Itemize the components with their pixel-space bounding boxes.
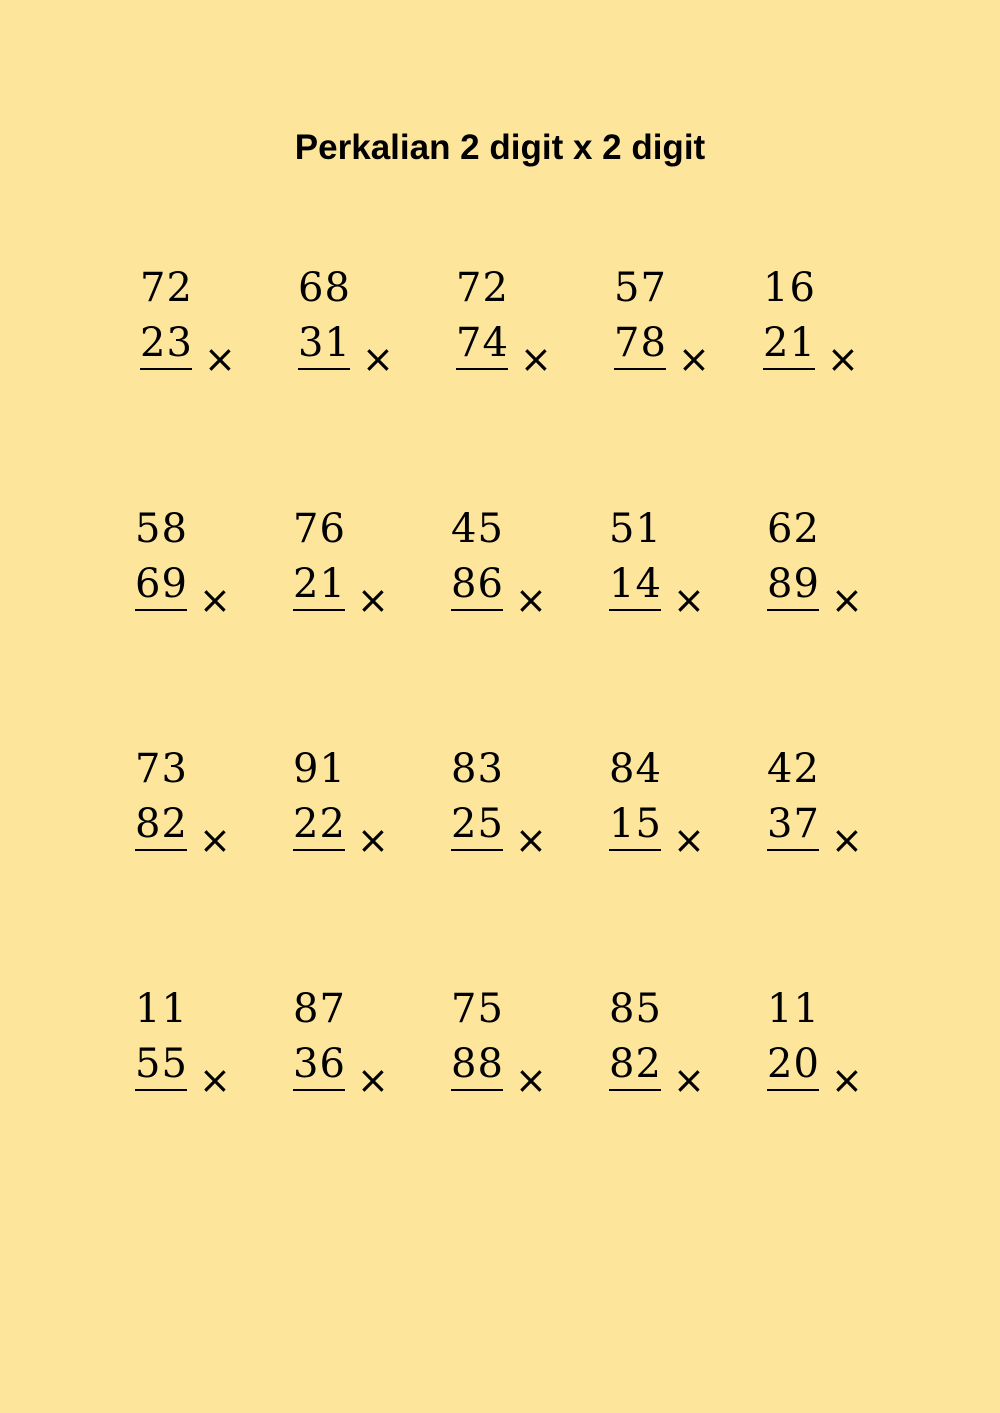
answer-line [767,1089,819,1091]
multiplier: 74 [456,320,509,366]
multiply-sign: × [520,337,552,381]
multiply-sign: × [831,818,863,862]
multiplicand: 72 [140,265,193,311]
problem-r1-c4 [614,265,744,385]
multiply-sign: × [199,818,231,862]
multiply-sign: × [673,578,705,622]
problem-r2-c4 [609,506,739,626]
problem-r2-c2 [293,506,423,626]
multiply-sign: × [678,337,710,381]
answer-line [451,1089,503,1091]
answer-line [451,609,503,611]
multiplier: 31 [298,320,351,366]
multiplier: 22 [293,801,346,847]
problem-r3-c5 [767,746,897,866]
multiplier: 25 [451,801,504,847]
multiply-sign: × [831,1058,863,1102]
multiply-sign: × [357,1058,389,1102]
multiplicand: 42 [767,746,820,792]
multiplier: 78 [614,320,667,366]
multiply-sign: × [515,578,547,622]
multiplier: 89 [767,561,820,607]
multiplier: 21 [293,561,346,607]
multiplicand: 84 [609,746,662,792]
multiply-sign: × [515,818,547,862]
multiplicand: 16 [763,265,816,311]
multiplicand: 91 [293,746,346,792]
problem-r1-c5 [763,265,893,385]
problem-r4-c3 [451,986,581,1106]
multiplicand: 68 [298,265,351,311]
answer-line [609,1089,661,1091]
answer-line [135,849,187,851]
multiplier: 14 [609,561,662,607]
multiply-sign: × [357,578,389,622]
problem-r2-c3 [451,506,581,626]
multiplicand: 87 [293,986,346,1032]
answer-line [135,609,187,611]
multiplicand: 72 [456,265,509,311]
problem-r2-c5 [767,506,897,626]
multiplicand: 11 [135,986,188,1032]
problem-r4-c2 [293,986,423,1106]
answer-line [293,609,345,611]
problem-r4-c4 [609,986,739,1106]
problem-r2-c1 [135,506,265,626]
multiplier: 23 [140,320,193,366]
multiplier: 21 [763,320,816,366]
multiplier: 86 [451,561,504,607]
multiplicand: 58 [135,506,188,552]
multiply-sign: × [199,1058,231,1102]
multiply-sign: × [199,578,231,622]
answer-line [609,609,661,611]
answer-line [763,368,815,370]
answer-line [140,368,192,370]
answer-line [456,368,508,370]
problem-r3-c4 [609,746,739,866]
multiplier: 36 [293,1041,346,1087]
problem-r3-c3 [451,746,581,866]
multiplicand: 76 [293,506,346,552]
multiply-sign: × [831,578,863,622]
problem-r3-c1 [135,746,265,866]
multiplicand: 62 [767,506,820,552]
multiplicand: 75 [451,986,504,1032]
problem-r1-c1 [140,265,270,385]
multiplicand: 11 [767,986,820,1032]
answer-line [451,849,503,851]
answer-line [298,368,350,370]
multiplier: 69 [135,561,188,607]
multiply-sign: × [673,1058,705,1102]
answer-line [767,849,819,851]
problem-r1-c3 [456,265,586,385]
problem-r4-c1 [135,986,265,1106]
multiplier: 55 [135,1041,188,1087]
problem-r3-c2 [293,746,423,866]
answer-line [293,1089,345,1091]
problem-r4-c5 [767,986,897,1106]
multiplier: 20 [767,1041,820,1087]
multiplier: 88 [451,1041,504,1087]
multiply-sign: × [515,1058,547,1102]
answer-line [767,609,819,611]
multiplier: 37 [767,801,820,847]
multiplicand: 45 [451,506,504,552]
multiply-sign: × [204,337,236,381]
answer-line [609,849,661,851]
answer-line [614,368,666,370]
answer-line [135,1089,187,1091]
multiply-sign: × [357,818,389,862]
multiplicand: 57 [614,265,667,311]
multiply-sign: × [827,337,859,381]
multiplicand: 85 [609,986,662,1032]
multiplicand: 51 [609,506,662,552]
multiply-sign: × [362,337,394,381]
multiplier: 15 [609,801,662,847]
multiplier: 82 [135,801,188,847]
problem-r1-c2 [298,265,428,385]
multiplicand: 83 [451,746,504,792]
multiplicand: 73 [135,746,188,792]
page-title: Perkalian 2 digit x 2 digit [294,128,706,167]
multiply-sign: × [673,818,705,862]
multiplier: 82 [609,1041,662,1087]
answer-line [293,849,345,851]
